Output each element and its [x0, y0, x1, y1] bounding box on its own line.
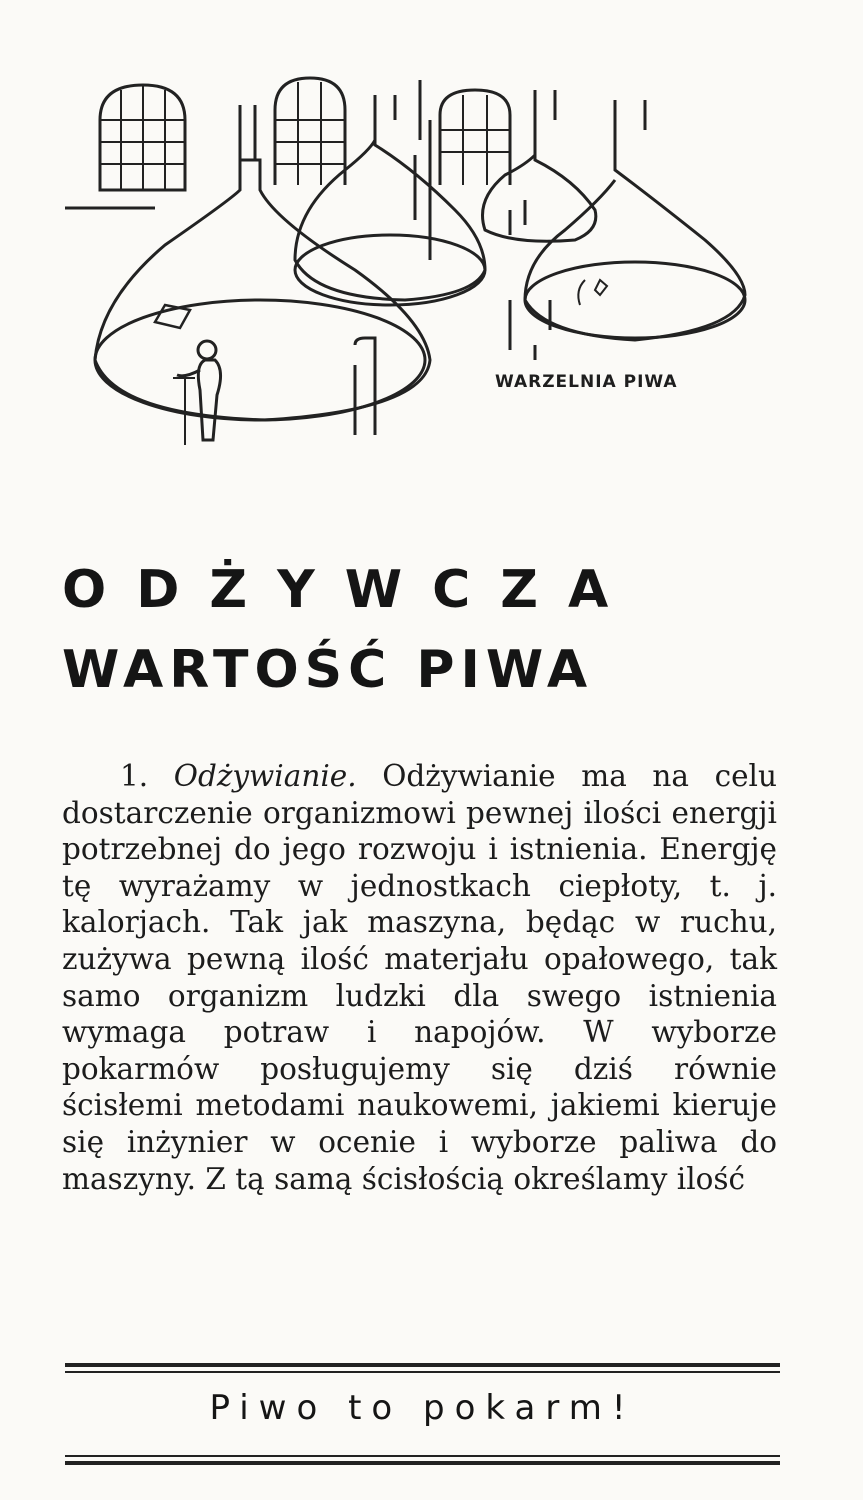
section-number: 1.: [120, 759, 149, 793]
headline-line-1: ODŻYWCZA: [62, 560, 639, 620]
kettle-2: [295, 120, 485, 305]
illustration-caption: WARZELNIA PIWA: [495, 372, 678, 392]
window-2: [275, 78, 345, 185]
section-lead: Odżywianie.: [173, 759, 357, 793]
headline-line-2: WARTOŚĆ PIWA: [62, 640, 594, 700]
window-3: [440, 90, 510, 185]
brewhouse-illustration: [55, 60, 775, 460]
window-1: [100, 85, 185, 190]
article-text: Odżywianie ma na celu dostarczenie organizmowi pewnej ilości energji potrzebnej do jego rozwoju i istnienia. Energję tę wyrażamy w jednostkach ciepłoty, t. j. kalorjach. Tak jak maszyna, będąc w ruchu, zużywa pewną ilość materjału opałowego, tak samo organizm ludzki dla swego istnienia wymaga potraw i napojów. W wyborze pokarmów posługujemy się dziś równie ścisłemi metodami naukowemi, jakiemi kieruje się inżynier w ocenie i wyborze paliwa do maszyny. Z tą samą ścisłością określamy ilość: [62, 759, 777, 1196]
brewer-figure: [173, 341, 221, 445]
footer-rule-bottom: [65, 1455, 780, 1469]
footer-rule-top: [65, 1363, 780, 1377]
kettle-3: [483, 120, 596, 241]
article-body: [62, 758, 777, 1197]
footer-slogan: Piwo to pokarm!: [209, 1388, 636, 1428]
